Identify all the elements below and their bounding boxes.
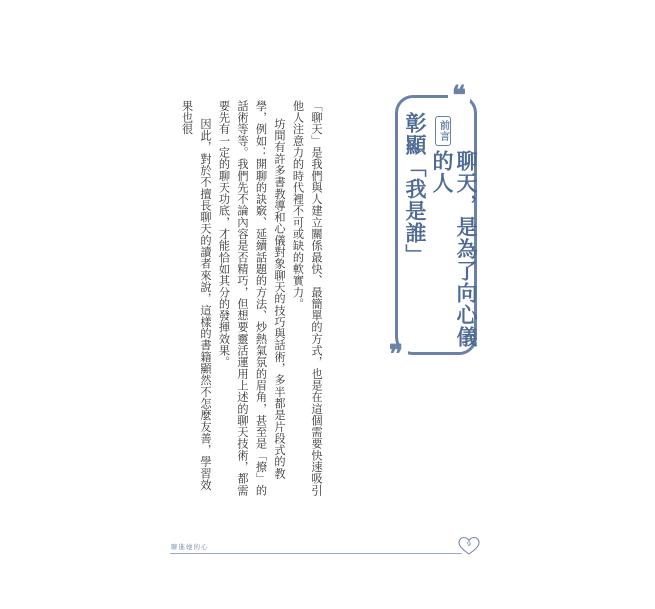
preface-tag: 前言 (435, 116, 451, 146)
page-number: 9 (466, 540, 472, 548)
paragraph: 因此，對於不擅長聊天的讀者來說，這樣的書籍顯然不怎麼友善，學習效果也很 (180, 100, 212, 491)
paragraph: 坊間有許多書教導和心儀對象聊天的技巧與話術，多半都是片段式的教學，例如：開聊的訣竅、延續話題的方法、炒熱氣氛的眉角，甚至是「撩」的話術等等。我們先不論內容是否精巧，但想要靈活運用上述的聊天技術，都需要先有一定的聊天功底，才能恰如其分的發揮效果。 (217, 100, 286, 497)
footer-rule (170, 553, 462, 554)
chapter-title-line-1: 聊天，是為了向心儀的人 (430, 150, 478, 348)
close-quote-icon: ❞ (389, 340, 403, 370)
open-quote-icon: ❝ (452, 81, 466, 111)
paragraph: 「聊天」是我們與人建立關係最快、最簡單的方式，也是在這個需要快速吸引他人注意力的時代裡不可或缺的軟實力。 (291, 100, 323, 497)
running-footer-title: 聊進她的心 (171, 543, 209, 551)
body-text (177, 100, 325, 500)
chapter-title-line-2: 彰顯「我是誰」 (403, 112, 427, 266)
